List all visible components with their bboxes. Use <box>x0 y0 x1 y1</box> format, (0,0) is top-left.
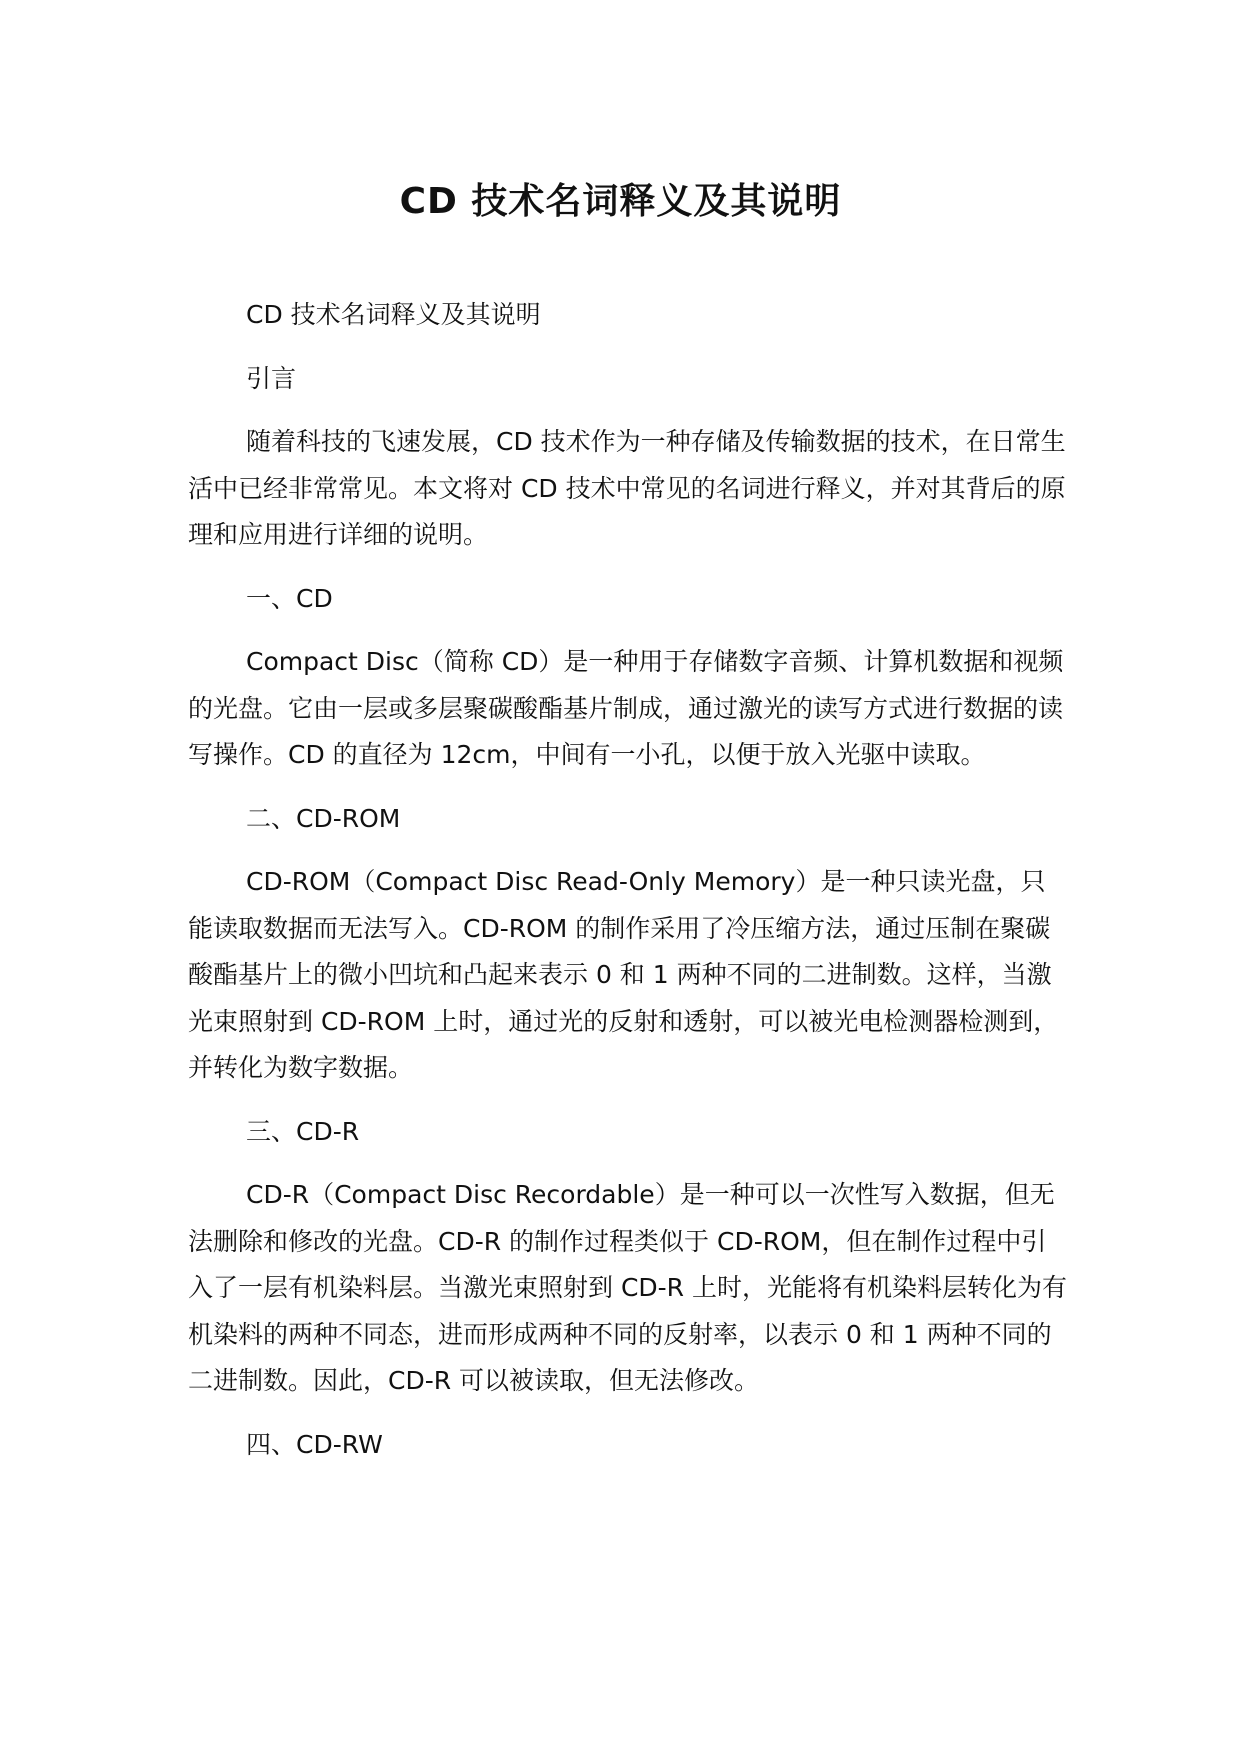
document-title: CD 技术名词释义及其说明 <box>399 181 842 222</box>
cd-r-paragraph: CD-R（Compact Disc Recordable）是一种可以一次性写入数据，但无法删除和修改的光盘。CD-R 的制作过程类似于 CD-ROM，但在制作过程中引入了一层有机染料层。当激光束照射到 CD-R 上时，光能将有机染料层转化为有机染料的两种不同态，进而形成两种不同的反射率，以表示 0 和 1 两种不同的二进制数。因此，CD-R 可以被读取，但无法修改。 <box>188 1180 1067 1395</box>
document-body <box>188 292 1068 1485</box>
introduction-paragraph: 随着科技的飞速发展，CD 技术作为一种存储及传输数据的技术，在日常生活中已经非常常见。本文将对 CD 技术中常见的名词进行释义，并对其背后的原理和应用进行详细的说明。 <box>188 427 1066 549</box>
section-heading-introduction: 引言 <box>246 363 297 393</box>
subtitle-paragraph: CD 技术名词释义及其说明 <box>246 300 541 329</box>
section-heading-cd-rw: 四、CD-RW <box>246 1429 383 1459</box>
section-heading-cd-rom: 二、CD-ROM <box>246 803 401 833</box>
cd-rom-paragraph: CD-ROM（Compact Disc Read-Only Memory）是一种只读光盘，只能读取数据而无法写入。CD-ROM 的制作采用了冷压缩方法，通过压制在聚碳酸酯基片上的微小凹坑和凸起来表示 0 和 1 两种不同的二进制数。这样，当激光束照射到 CD-ROM 上时，通过光的反射和透射，可以被光电检测器检测到，并转化为数字数据。 <box>188 867 1059 1082</box>
section-heading-cd-r: 三、CD-R <box>246 1116 360 1146</box>
section-heading-cd: 一、CD <box>246 583 333 613</box>
cd-paragraph: Compact Disc（简称 CD）是一种用于存储数字音频、计算机数据和视频的光盘。它由一层或多层聚碳酸酯基片制成，通过激光的读写方式进行数据的读写操作。CD 的直径为 12cm，中间有一小孔，以便于放入光驱中读取。 <box>188 647 1064 769</box>
